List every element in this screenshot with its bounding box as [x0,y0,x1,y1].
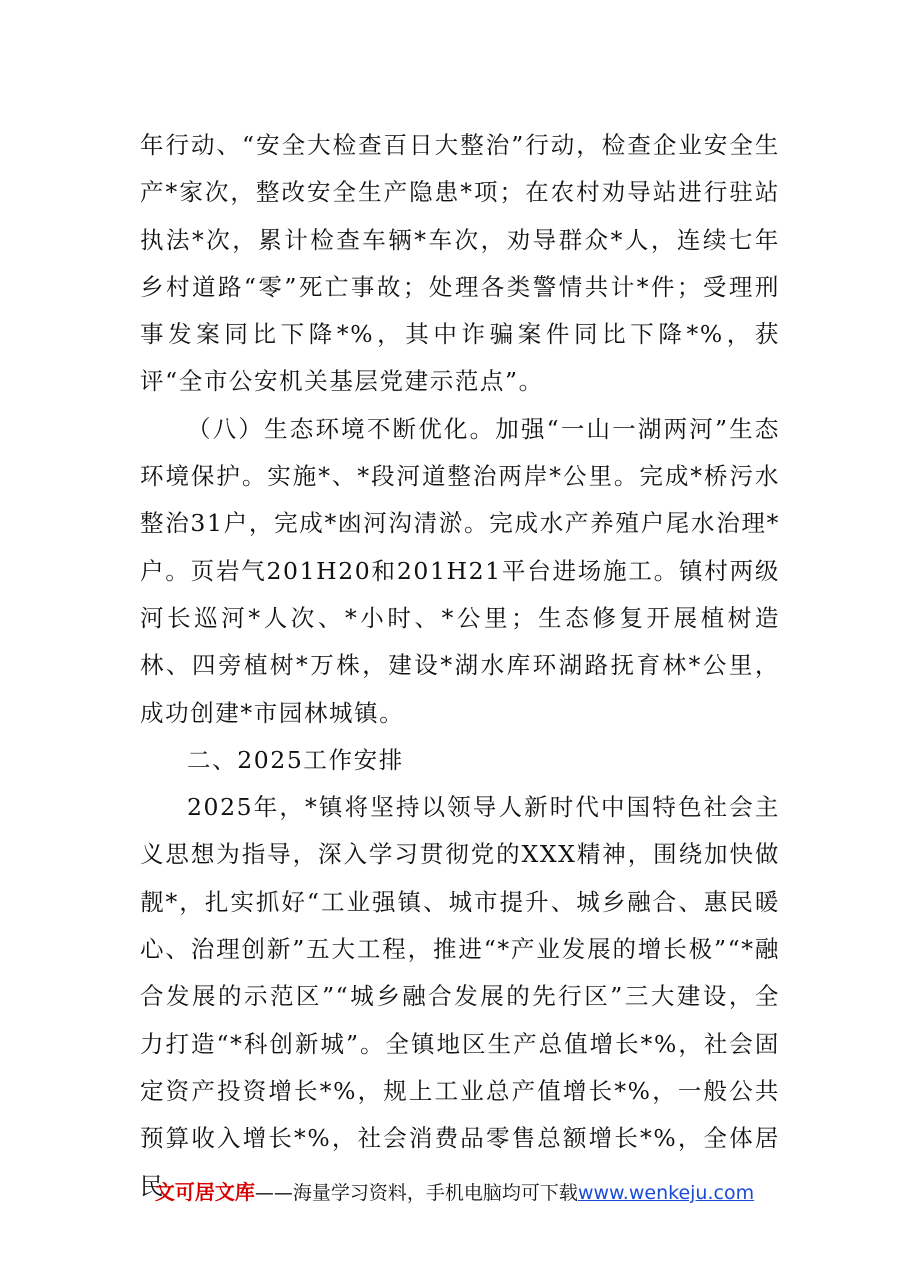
footer-banner [0,1176,909,1205]
paragraph-public-security: 年行动、“安全大检查百日大整治”行动，检查企业安全生产*家次，整改安全生产隐患*项；在农村劝导站进行驻站执法*次，累计检查车辆*车次，劝导群众*人，连续七年乡村道路“零”死亡事故；处理各类警情共计*件；受理刑事发案同比下降*%，其中诈骗案件同比下降*%，获评“全市公安机关基层党建示范点”。 [140,131,780,396]
document-body [140,122,780,1210]
paragraph-2025-plan: 2025年，*镇将坚持以领导人新时代中国特色社会主义思想为指导，深入学习贯彻党的XXX精神，围绕加快做靓*，扎实抓好“工业强镇、城市提升、城乡融合、惠民暖心、治理创新”五大工程，推进“*产业发展的增长极”“*融合发展的示范区”“城乡融合发展的先行区”三大建设，全力打造“*科创新城”。全镇地区生产总值增长*%，社会固定资产投资增长*%，规上工业总产值增长*%，一般公共预算收入增长*%，社会消费品零售总额增长*%，全体居民 [140,793,780,1200]
paragraph-ecology: （八）生态环境不断优化。加强“一山一湖两河”生态环境保护。实施*、*段河道整治两岸*公里。完成*桥污水整治31户，完成*凼河沟清淤。完成水产养殖户尾水治理*户。页岩气201H20和201H21平台进场施工。镇村两级河长巡河*人次、*小时、*公里；生态修复开展植树造林、四旁植树*万株，建设*湖水库环湖路抚育林*公里，成功创建*市园林城镇。 [140,414,780,727]
footer-slogan: ——海量学习资料，手机电脑均可下载 [254,1182,578,1204]
section-heading-2025-plan: 二、2025工作安排 [187,745,404,774]
footer-brand: 文可居文库 [154,1180,255,1204]
footer-link[interactable]: www.wenkeju.com [577,1182,755,1204]
